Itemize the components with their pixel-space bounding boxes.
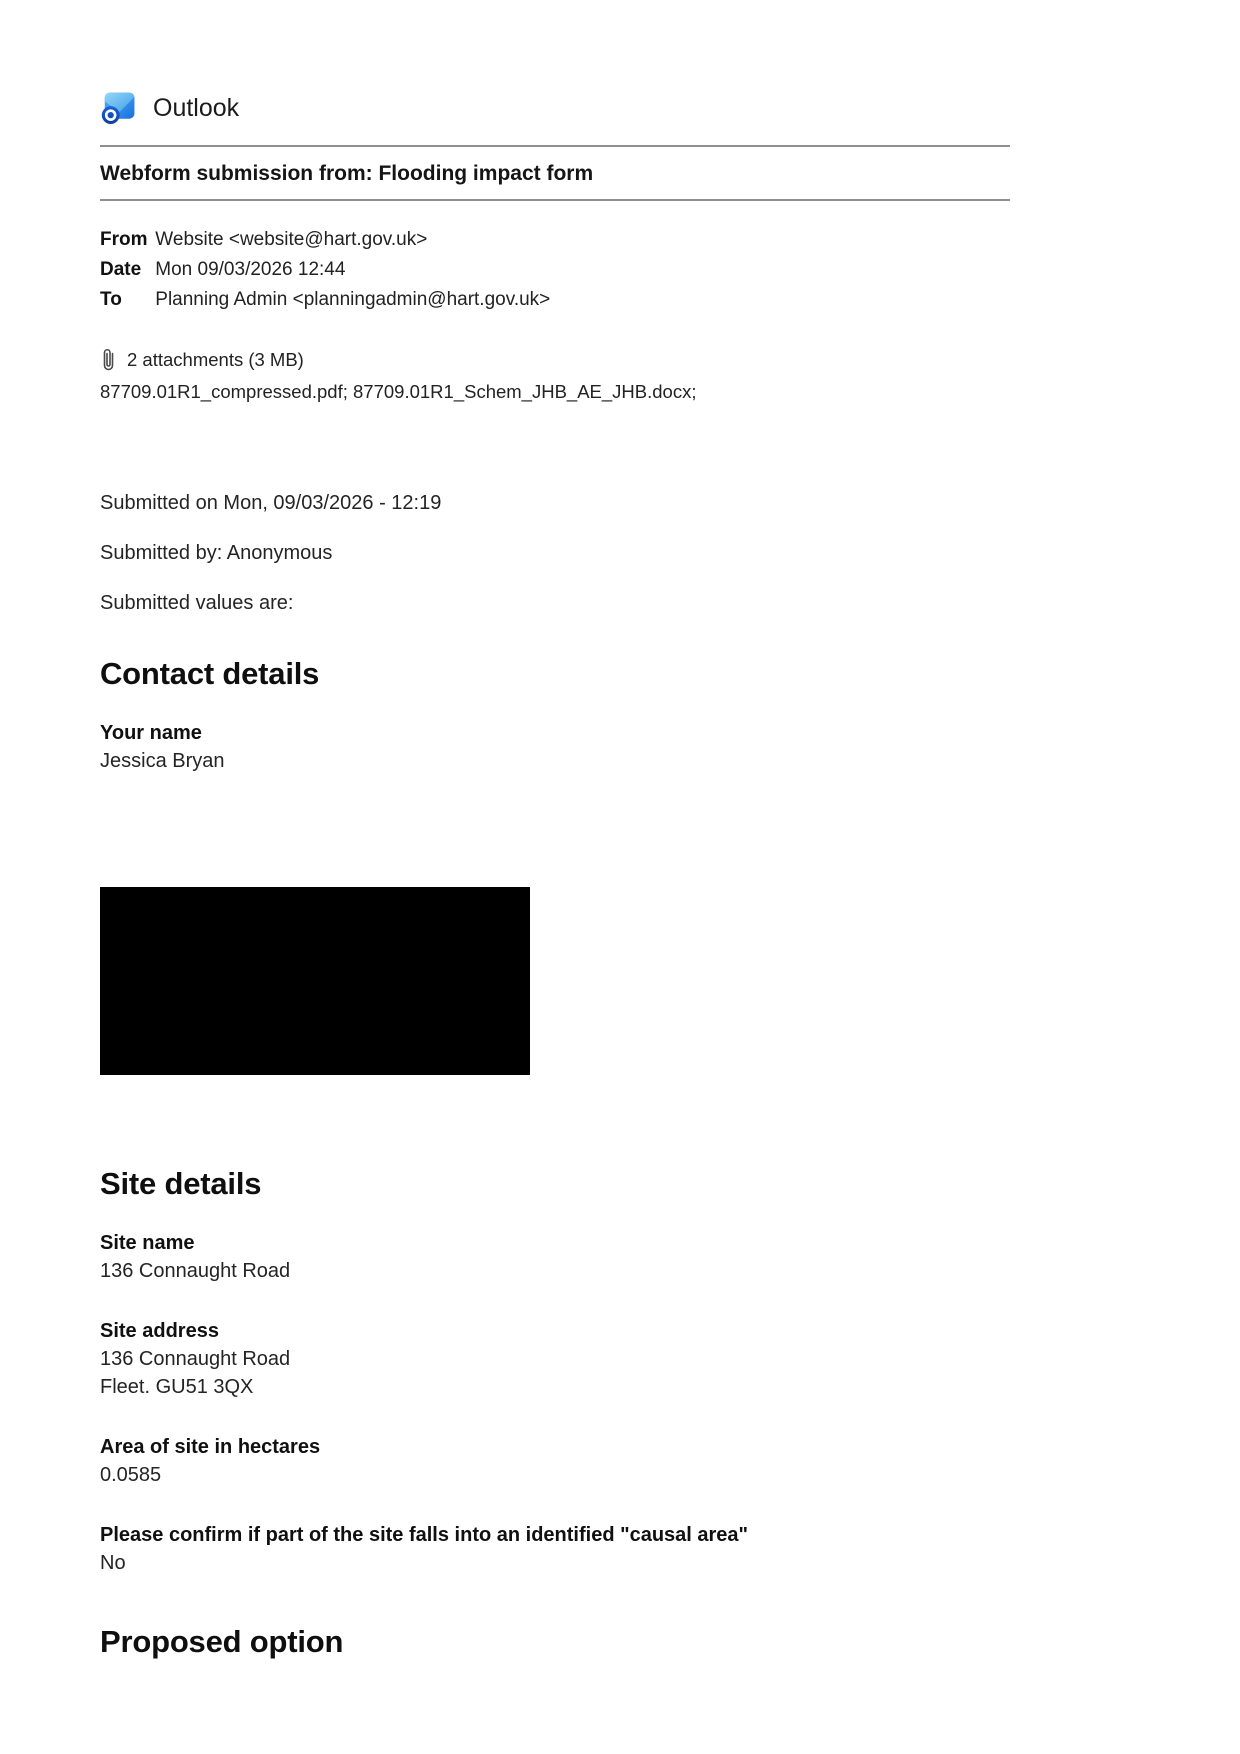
divider-subject <box>100 199 1010 201</box>
to-value: Planning Admin <planningadmin@hart.gov.uk> <box>155 289 551 310</box>
section-title-proposed-option: Proposed option <box>100 1624 344 1659</box>
outlook-logo-icon <box>100 89 138 127</box>
from-label: From <box>100 229 148 250</box>
app-name: Outlook <box>153 93 240 122</box>
attachment-filenames: 87709.01R1_compressed.pdf; 87709.01R1_Schem_JHB_AE_JHB.docx; <box>100 381 697 402</box>
causal-area-label: Please confirm if part of the site falls into an identified "causal area" <box>100 1524 749 1546</box>
field-site-name <box>100 1229 1010 1285</box>
site-area-label: Area of site in hectares <box>100 1436 321 1458</box>
submitted-values-line: Submitted values are: <box>100 592 294 614</box>
causal-area-value: No <box>100 1552 126 1574</box>
email-subject: Webform submission from: Flooding impact form <box>100 162 594 185</box>
your-name-label: Your name <box>100 722 202 744</box>
section-title-contact-details: Contact details <box>100 656 320 691</box>
site-area-value: 0.0585 <box>100 1464 162 1486</box>
attachments-summary: 2 attachments (3 MB) <box>127 349 304 370</box>
redacted-block <box>100 887 530 1075</box>
site-address-line-2: Fleet. GU51 3QX <box>100 1376 254 1398</box>
field-site-area <box>100 1433 1010 1489</box>
attachments-summary-row <box>100 348 1010 372</box>
date-label: Date <box>100 259 142 280</box>
site-address-label: Site address <box>100 1320 219 1342</box>
field-your-name <box>100 719 1010 775</box>
from-value: Website <website@hart.gov.uk> <box>155 229 428 250</box>
submitted-on-line: Submitted on Mon, 09/03/2026 - 12:19 <box>100 492 442 514</box>
your-name-value: Jessica Bryan <box>100 750 225 772</box>
meta-row-to <box>100 285 1010 315</box>
site-address-line-1: 136 Connaught Road <box>100 1348 291 1370</box>
meta-row-from <box>100 225 1010 255</box>
email-meta <box>100 225 1010 315</box>
date-value: Mon 09/03/2026 12:44 <box>155 259 346 280</box>
outlook-header <box>100 88 1010 128</box>
field-causal-area <box>100 1521 1010 1577</box>
site-name-label: Site name <box>100 1232 195 1254</box>
divider-top <box>100 145 1010 147</box>
paperclip-icon <box>100 348 117 372</box>
section-title-site-details: Site details <box>100 1166 262 1201</box>
site-name-value: 136 Connaught Road <box>100 1260 291 1282</box>
to-label: To <box>100 289 122 310</box>
field-site-address <box>100 1317 1010 1401</box>
meta-row-date <box>100 255 1010 285</box>
submitted-by-line: Submitted by: Anonymous <box>100 542 333 564</box>
